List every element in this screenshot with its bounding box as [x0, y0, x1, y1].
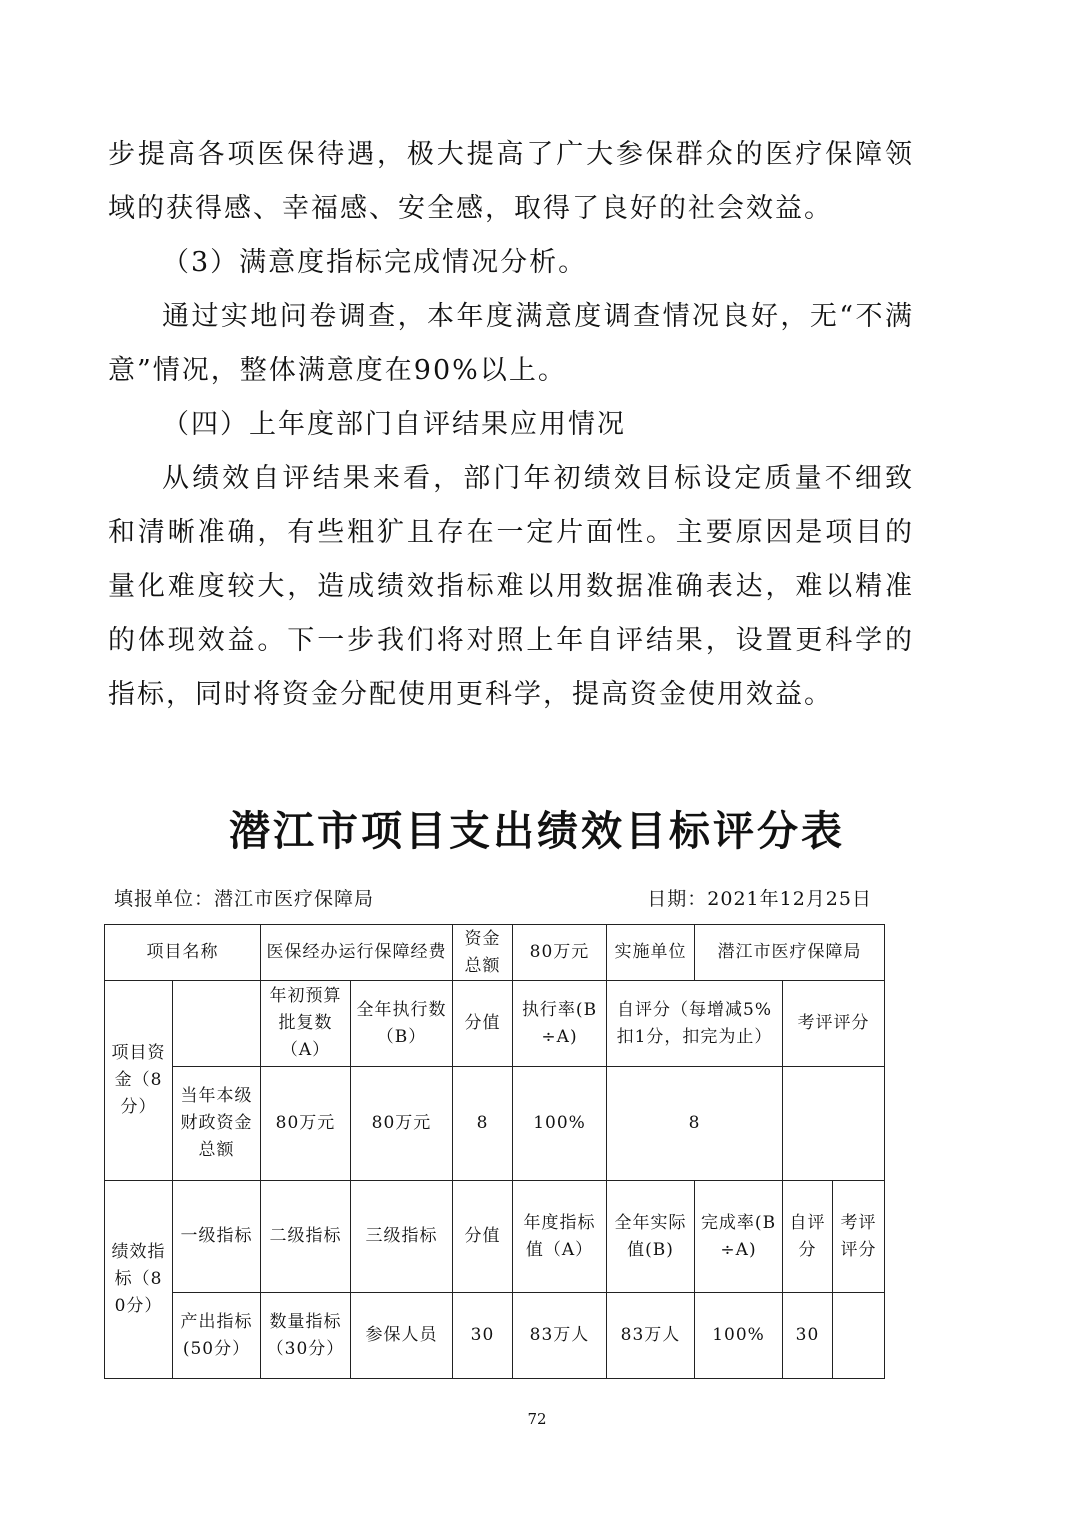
perf-row-score: 30 — [453, 1293, 513, 1379]
fund-review — [783, 1067, 885, 1181]
fund-header-rate: 执行率(B÷A) — [513, 981, 607, 1067]
perf-header-l3: 三级指标 — [351, 1181, 453, 1293]
fund-total: 80万元 — [513, 925, 607, 981]
fund-total-label: 资金总额 — [453, 925, 513, 981]
paragraph-continuation: 步提高各项医保待遇，极大提高了广大参保群众的医疗保障领域的获得感、幸福感、安全感，取得了良好的社会效益。 — [108, 139, 914, 224]
perf-row-l1: 产出指标(50分） — [173, 1293, 261, 1379]
project-name-label: 项目名称 — [105, 925, 261, 981]
perf-header-actual: 全年实际值(B) — [607, 1181, 695, 1293]
perf-header-score: 分值 — [453, 1181, 513, 1293]
perf-row-review — [833, 1293, 885, 1379]
impl-unit-label: 实施单位 — [607, 925, 695, 981]
perf-header-self: 自评分 — [783, 1181, 833, 1293]
fund-header-budget: 年初预算批复数（A） — [261, 981, 351, 1067]
paragraph-prior-year: 从绩效自评结果来看，部门年初绩效目标设定质量不细致和清晰准确，有些粗犷且存在一定片面性。主要原因是项目的量化难度较大，造成绩效指标难以用数据准确表达，难以精准的体现效益。下一步我们将对照上年自评结果，设置更科学的指标，同时将资金分配使用更科学，提高资金使用效益。 — [108, 463, 914, 710]
fund-exec: 80万元 — [351, 1067, 453, 1181]
perf-row-l2: 数量指标（30分） — [261, 1293, 351, 1379]
fund-header-blank — [173, 981, 261, 1067]
perf-header-target: 年度指标值（A） — [513, 1181, 607, 1293]
perf-row-target: 83万人 — [513, 1293, 607, 1379]
paragraph-satisfaction: 通过实地问卷调查，本年度满意度调查情况良好，无“不满意”情况，整体满意度在90%以上。 — [108, 301, 914, 386]
perf-row-l3: 参保人员 — [351, 1293, 453, 1379]
fund-header-review: 考评评分 — [783, 981, 885, 1067]
perf-row-actual: 83万人 — [607, 1293, 695, 1379]
perf-section-label: 绩效指标（80分） — [105, 1181, 173, 1379]
impl-unit: 潜江市医疗保障局 — [695, 925, 885, 981]
page-number: 72 — [527, 1410, 547, 1428]
perf-header-l2: 二级指标 — [261, 1181, 351, 1293]
fund-self: 8 — [607, 1067, 783, 1181]
fund-score: 8 — [453, 1067, 513, 1181]
fund-header-exec: 全年执行数（B） — [351, 981, 453, 1067]
table-title: 潜江市项目支出绩效目标评分表 — [229, 807, 845, 855]
perf-header-rate: 完成率(B÷A) — [695, 1181, 783, 1293]
fill-unit: 填报单位：潜江市医疗保障局 — [114, 888, 375, 910]
perf-header-review: 考评评分 — [833, 1181, 885, 1293]
subheading-prior-year: （四）上年度部门自评结果应用情况 — [162, 409, 626, 440]
fund-budget: 80万元 — [261, 1067, 351, 1181]
perf-row-rate: 100% — [695, 1293, 783, 1379]
fund-row-label: 当年本级财政资金总额 — [173, 1067, 261, 1181]
report-date: 日期：2021年12月25日 — [647, 888, 872, 910]
perf-row-self: 30 — [783, 1293, 833, 1379]
fund-rate: 100% — [513, 1067, 607, 1181]
performance-score-table — [104, 924, 885, 1379]
fund-header-self: 自评分（每增减5%扣1分，扣完为止） — [607, 981, 783, 1067]
perf-header-l1: 一级指标 — [173, 1181, 261, 1293]
subheading-satisfaction: （3）满意度指标完成情况分析。 — [162, 247, 588, 278]
fund-section-label: 项目资金（8分） — [105, 981, 173, 1181]
fund-header-score: 分值 — [453, 981, 513, 1067]
project-name: 医保经办运行保障经费 — [261, 925, 453, 981]
